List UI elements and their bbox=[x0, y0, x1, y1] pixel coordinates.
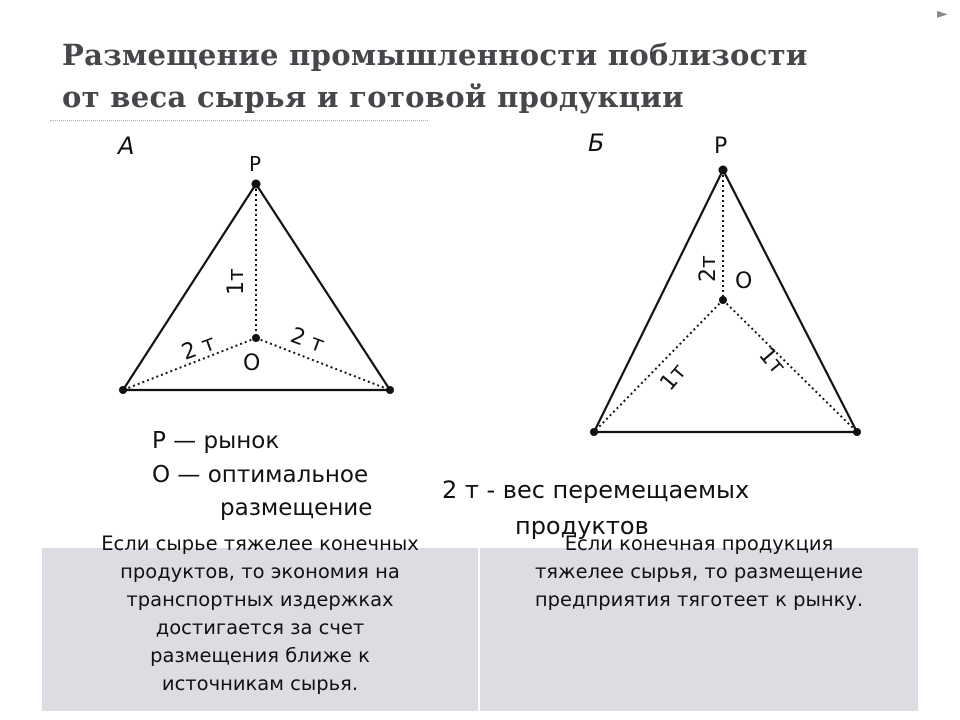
comparison-table bbox=[42, 532, 918, 711]
table-left-line: источникам сырья. bbox=[161, 672, 359, 695]
table-cell-final-products bbox=[480, 532, 918, 711]
table-left-line: размещения ближе к bbox=[150, 644, 370, 667]
diagram-b-optimum-label: О bbox=[735, 269, 753, 294]
legend-optimum: О — оптимальное bbox=[152, 462, 369, 488]
diagram-a-right-point bbox=[386, 386, 394, 394]
legend-weight-cont: продуктов bbox=[515, 512, 649, 540]
slide-title-line-1: Размещение промышленности поблизости bbox=[62, 38, 808, 72]
diagram-b-market-label: Р bbox=[714, 134, 728, 159]
table-right-line: тяжелее сырья, то размещение bbox=[534, 560, 864, 583]
legend-optimum-cont: размещение bbox=[220, 495, 373, 521]
diagram-b-optimum-point bbox=[719, 296, 727, 304]
table-left-partial-line: Если сырье тяжелее конечных bbox=[101, 532, 419, 555]
legend-weight: 2 т - вес перемещаемых bbox=[442, 476, 750, 504]
diagram-a-left-point bbox=[119, 386, 127, 394]
diagram-b-market-point bbox=[719, 166, 728, 175]
diagram-a bbox=[116, 132, 394, 394]
diagram-a-weight-left: 2 т bbox=[178, 330, 219, 366]
diagram-a-optimum-label: О bbox=[243, 351, 261, 376]
slide-title-line-2: от веса сырья и готовой продукции bbox=[62, 80, 684, 114]
diagram-b-weight-left: 1т bbox=[655, 359, 692, 396]
diagram-a-weight-vertical: 1т bbox=[224, 268, 249, 295]
diagram-b-right-point bbox=[853, 428, 861, 436]
diagram-b-weight-right: 1т bbox=[753, 342, 790, 380]
diagram-b-left-point bbox=[590, 428, 598, 436]
legend-market: Р — рынок bbox=[152, 428, 280, 454]
table-left-line: достигается за счет bbox=[155, 616, 365, 639]
diagram-a-market-label: Р bbox=[249, 152, 262, 176]
diagram-a-weight-right: 2 т bbox=[286, 323, 328, 359]
table-cell-raw-materials bbox=[42, 532, 480, 711]
table-left-line: транспортных издержках bbox=[126, 588, 394, 611]
table-right-line: предприятия тяготеет к рынку. bbox=[534, 588, 864, 611]
diagram-a-market-point bbox=[252, 180, 261, 189]
diagram-a-optimum-point bbox=[252, 334, 260, 342]
table-left-line: продуктов, то экономия на bbox=[120, 560, 400, 583]
table-right-partial-line: Если конечная продукция bbox=[564, 532, 834, 555]
diagram-b-label: Б bbox=[588, 129, 605, 157]
diagram-a-label: А bbox=[118, 132, 135, 160]
legend bbox=[152, 428, 749, 540]
diagram-b-line-right bbox=[723, 300, 857, 432]
diagram-b-weight-vertical: 2т bbox=[696, 255, 721, 282]
diagram-b-line-left bbox=[594, 300, 723, 432]
slide-bullet-arrow: ► bbox=[937, 6, 948, 22]
diagram-b bbox=[588, 129, 861, 436]
